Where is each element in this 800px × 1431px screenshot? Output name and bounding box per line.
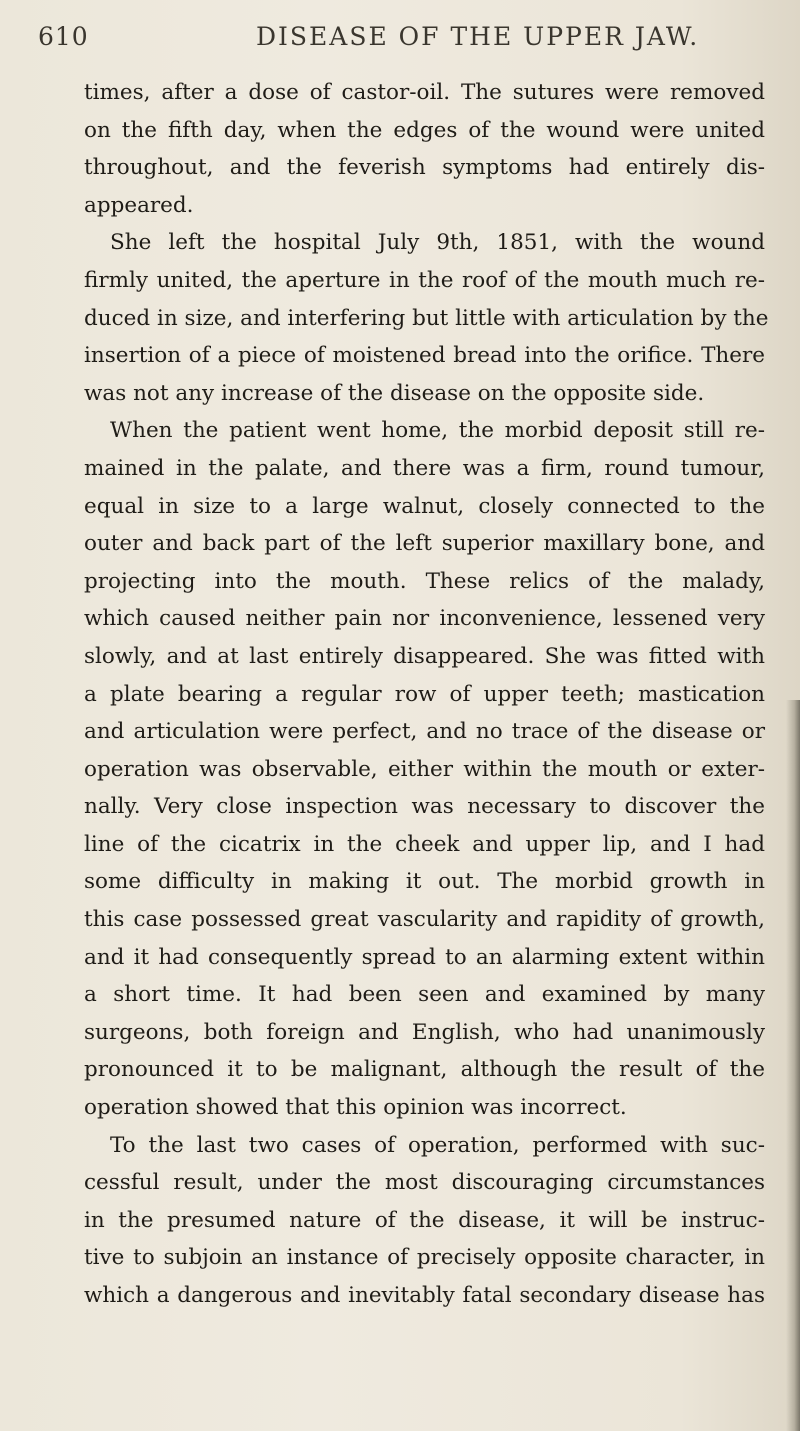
running-head [38, 22, 768, 58]
text-line: slowly, and at last entirely disappeared. She was fitted with [84, 643, 765, 669]
text-line: She left the hospital July 9th, 1851, with the wound [110, 230, 765, 256]
text-line: was not any increase of the disease on the opposite side. [84, 380, 705, 406]
text-line: and it had consequently spread to an alarming extent within [84, 944, 765, 970]
text-line: in the presumed nature of the disease, it will be instruc- [84, 1207, 765, 1233]
text-line: cessful result, under the most discouraging circumstances [84, 1170, 765, 1196]
text-line: throughout, and the feverish symptoms had entirely dis- [84, 155, 765, 181]
text-line: this case possessed great vascularity and rapidity of growth, [84, 907, 765, 933]
text-line: nally. Very close inspection was necessary to discover the [84, 794, 765, 820]
text-line: which caused neither pain nor inconvenience, lessened very [84, 606, 765, 632]
text-line: a short time. It had been seen and examined by many [84, 982, 765, 1008]
text-line: surgeons, both foreign and English, who had unanimously [84, 1019, 765, 1045]
text-line: which a dangerous and inevitably fatal secondary disease has [84, 1283, 765, 1308]
page-number: 610 [38, 22, 89, 51]
text-line: outer and back part of the left superior maxillary bone, and [84, 531, 765, 557]
text-line: times, after a dose of castor-oil. The sutures were removed [84, 80, 765, 105]
text-line: operation showed that this opinion was incorrect. [84, 1095, 627, 1121]
text-line: equal in size to a large walnut, closely connected to the [84, 493, 765, 519]
text-line: line of the cicatrix in the cheek and upper lip, and I had [84, 831, 765, 857]
page-edge-shadow [786, 700, 800, 1431]
text-line: some difficulty in making it out. The morbid growth in [84, 869, 765, 895]
text-line: When the patient went home, the morbid deposit still re- [110, 418, 765, 444]
text-line: To the last two cases of operation, performed with suc- [110, 1132, 765, 1158]
text-line: operation was observable, either within the mouth or exter- [84, 756, 765, 782]
text-line: and articulation were perfect, and no trace of the disease or [84, 719, 765, 745]
text-line: firmly united, the aperture in the roof of the mouth much re- [84, 267, 765, 293]
text-line: insertion of a piece of moistened bread into the orifice. There [84, 343, 765, 369]
text-line: tive to subjoin an instance of precisely opposite character, in [84, 1245, 765, 1271]
body-text [84, 74, 769, 1315]
text-line: projecting into the mouth. These relics of the malady, [84, 568, 765, 594]
text-line: appeared. [84, 192, 194, 218]
running-title: DISEASE OF THE UPPER JAW. [256, 22, 700, 51]
text-line: on the fifth day, when the edges of the wound were united [84, 117, 765, 143]
text-line: pronounced it to be malignant, although the result of the [84, 1057, 765, 1083]
text-line: mained in the palate, and there was a firm, round tumour, [84, 455, 765, 481]
text-line: a plate bearing a regular row of upper teeth; mastication [84, 681, 765, 707]
text-line: duced in size, and interfering but little with articulation by the [84, 305, 769, 331]
